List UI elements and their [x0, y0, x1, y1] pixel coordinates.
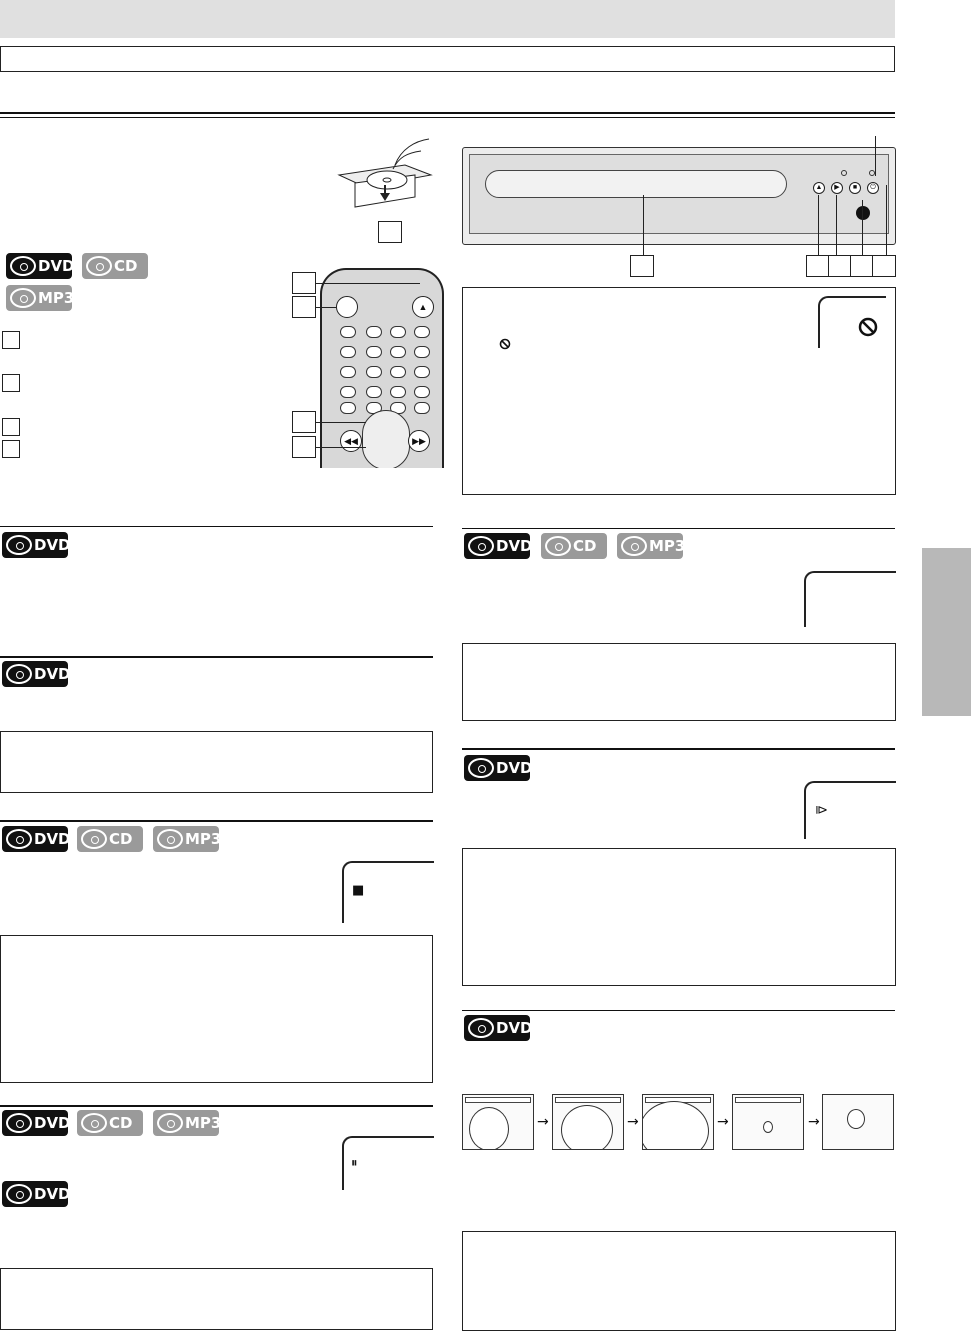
- remote-control-illustration: [320, 268, 444, 468]
- cd-badge-label: CD: [114, 257, 138, 275]
- dvd-badge: [464, 533, 533, 559]
- disc-icon: [6, 829, 32, 849]
- header-rule-thin: [0, 117, 895, 118]
- cd-badge: [82, 253, 148, 279]
- mp3-badge-label: MP3: [38, 289, 75, 307]
- disc-icon: [6, 535, 32, 555]
- panel-callout-box: [630, 255, 654, 277]
- step-frame-icon: ⧐: [815, 803, 828, 818]
- cd-badge: [541, 533, 607, 559]
- header-band: [0, 0, 895, 38]
- disc-icon: [468, 1018, 494, 1038]
- mp3-badge: [153, 1110, 222, 1136]
- dvd-badge-label: DVD: [496, 759, 533, 777]
- dvd-badge-label: DVD: [34, 1185, 71, 1203]
- step-number-box: [378, 221, 402, 243]
- note-box: [462, 848, 896, 986]
- cd-badge: [77, 826, 143, 852]
- play-button-icon: ▶: [831, 182, 843, 194]
- remote-callout-box: [292, 272, 316, 294]
- panel-callout-box: [850, 255, 874, 277]
- power-button-icon: ⏻: [867, 182, 879, 194]
- mp3-badge-label: MP3: [185, 830, 222, 848]
- mp3-badge-label: MP3: [185, 1114, 222, 1132]
- open-close-button-icon: ▲: [412, 296, 434, 318]
- note-box: [0, 1268, 433, 1330]
- dvd-badge-label: DVD: [34, 665, 71, 683]
- step-box: [2, 440, 20, 458]
- zoom-scene-2: [552, 1094, 624, 1150]
- zoom-scene-4: [732, 1094, 804, 1150]
- forward-button-icon: ▶▶: [408, 430, 430, 452]
- disc-icon: [6, 1113, 32, 1133]
- disc-icon: [468, 536, 494, 556]
- step-box: [2, 374, 20, 392]
- dvd-badge: [2, 532, 71, 558]
- panel-callout-box: [806, 255, 830, 277]
- disc-icon: [81, 1113, 107, 1133]
- step-box: [2, 331, 20, 349]
- disc-icon: [157, 829, 183, 849]
- disc-icon: [86, 256, 112, 276]
- osd-play-screen: [804, 571, 896, 627]
- mp3-badge: [6, 285, 75, 311]
- panel-callout-box: [828, 255, 852, 277]
- dvd-badge-label: DVD: [496, 537, 533, 555]
- remote-callout-box: [292, 436, 316, 458]
- header-rule: [0, 112, 895, 114]
- dvd-badge-label: DVD: [34, 1114, 71, 1132]
- disc-icon: [545, 536, 571, 556]
- mp3-badge-label: MP3: [649, 537, 686, 555]
- disc-icon: [157, 1113, 183, 1133]
- indicator-led-icon: [841, 170, 847, 176]
- remote-callout-box: [292, 411, 316, 433]
- disc-icon: [10, 288, 36, 308]
- zoom-scene-3: [642, 1094, 714, 1150]
- cd-badge: [77, 1110, 143, 1136]
- cd-badge-label: CD: [109, 830, 133, 848]
- note-box: [462, 1231, 896, 1331]
- note-box: [0, 731, 433, 793]
- dvd-badge: [2, 1181, 71, 1207]
- cd-badge-label: CD: [573, 537, 597, 555]
- dvd-badge: [464, 755, 533, 781]
- remote-callout-box: [292, 296, 316, 318]
- prohibited-icon: [858, 317, 878, 337]
- play-stop-pad-icon: [362, 410, 410, 468]
- eject-button-icon: ▲: [813, 182, 825, 194]
- panel-callout-box: [872, 255, 896, 277]
- arrow-icon: →: [717, 1114, 729, 1130]
- dvd-badge: [2, 661, 71, 687]
- mp3-badge: [617, 533, 686, 559]
- arrow-icon: →: [627, 1114, 639, 1130]
- dvd-badge-label: DVD: [38, 257, 75, 275]
- arrow-icon: →: [537, 1114, 549, 1130]
- headphone-jack-icon: [856, 206, 870, 220]
- cd-badge-label: CD: [109, 1114, 133, 1132]
- arrow-icon: →: [808, 1114, 820, 1130]
- disc-icon: [468, 758, 494, 778]
- disc-insert-illustration: [335, 135, 433, 225]
- dvd-badge-label: DVD: [34, 536, 71, 554]
- dvd-badge: [464, 1015, 533, 1041]
- zoom-scene-5: [822, 1094, 894, 1150]
- step-box: [2, 418, 20, 436]
- disc-icon: [10, 256, 36, 276]
- stop-button-icon: ■: [849, 182, 861, 194]
- mp3-badge: [153, 826, 222, 852]
- disc-icon: [81, 829, 107, 849]
- disc-tray-icon: [485, 170, 787, 198]
- zoom-scene-1: [462, 1094, 534, 1150]
- dvd-badge-label: DVD: [496, 1019, 533, 1037]
- disc-icon: [6, 664, 32, 684]
- note-box: [462, 643, 896, 721]
- dvd-badge: [2, 826, 71, 852]
- disc-icon: [6, 1184, 32, 1204]
- chapter-side-tab: [922, 548, 971, 716]
- prohibited-small-icon: [499, 338, 511, 350]
- section-title-box: [0, 46, 895, 72]
- dvd-badge-label: DVD: [34, 830, 71, 848]
- pause-icon: ⏸: [351, 1156, 358, 1171]
- rewind-button-icon: ◀◀: [340, 430, 362, 452]
- dvd-badge: [2, 1110, 71, 1136]
- power-button-icon: [336, 296, 358, 318]
- note-box: [0, 935, 433, 1083]
- dvd-badge: [6, 253, 75, 279]
- stop-icon: ■: [352, 883, 365, 898]
- player-front-panel-illustration: [462, 147, 896, 245]
- disc-icon: [621, 536, 647, 556]
